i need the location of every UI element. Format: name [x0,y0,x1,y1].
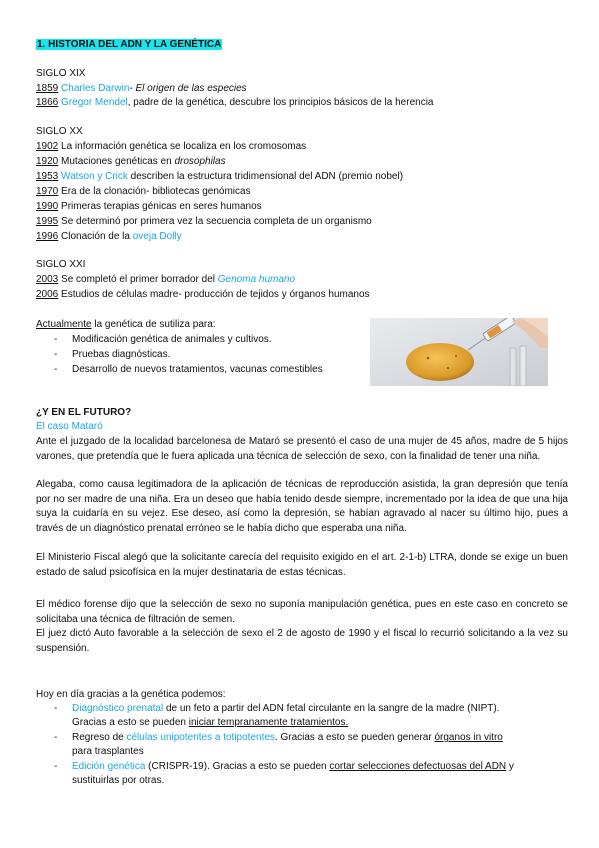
list-item-prenatal: Diagnóstico prenatal de un feto a partir del ADN fetal circulante en la sangre de la madre (NIPT). [72,703,500,714]
timeline-item-1995: 1995 Se determinó por primera vez la secuencia completa de un organismo [36,216,372,227]
list-item-edition: Edición genética (CRISPR-19). Gracias a esto se pueden cortar selecciones defectuosas del ADN y [72,761,514,772]
bullet-dash: - [54,703,58,714]
link-celulas[interactable]: células unipotentes a totipotentes [126,732,275,743]
link-genoma-humano[interactable]: Genoma humano [217,274,296,285]
link-edicion-genetica[interactable]: Edición genética [72,761,146,772]
case-title-link[interactable]: El caso Mataró [36,421,103,432]
paragraph: El médico forense dijo que la selección de sexo no suponía manipulación genética, pues en este caso en concreto se solicitaba una técnica de filtración de semen. [36,599,568,625]
century-21-heading: SIGLO XXI [36,259,86,270]
list-item-cells: Regreso de células unipotentes a totipotentes. Gracias a esto se pueden generar órganos in vitro [72,732,503,743]
timeline-item-2003: 2003 Se completó el primer borrador del Genoma humano [36,274,296,285]
paragraph: Ante el juzgado de la localidad barcelonesa de Mataró se presentó el caso de una mujer de 45 años, madre de 5 hijos varones, que pretendía que le fuera aplicada una técnica de selección de sexo, con la finalidad de tener una niña. [36,436,568,462]
link-charles-darwin[interactable]: Charles Darwin [61,83,130,94]
bullet-dash: - [54,349,58,360]
paragraph: El juez dictó Auto favorable a la selección de sexo el 2 de agosto de 1990 y el fiscal lo recurrió solicitando a la vez su suspensión. [36,628,568,654]
timeline-item-2006: 2006 Estudios de células madre- producción de tejidos y órganos humanos [36,289,370,300]
list-item: Pruebas diagnósticas. [72,349,171,360]
list-item: Desarrollo de nuevos tratamientos, vacunas comestibles [72,364,323,375]
section-title: 1. HISTORIA DEL ADN Y LA GENÉTICA [37,39,222,50]
timeline-item-1902: 1902 La información genética se localiza en los cromosomas [36,141,307,152]
syringe-potato-icon [370,318,548,386]
timeline-item-1990: 1990 Primeras terapias génicas en seres humanos [36,201,262,212]
link-diagnostico-prenatal[interactable]: Diagnóstico prenatal [72,703,164,714]
paragraph: El Ministerio Fiscal alegó que la solicitante carecía del requisito exigido en el art. 2-1-b) LTRA, donde se exige un buen estado de salud psicofísica en la mujer destinataria de estas técnicas. [36,552,568,578]
century-19-heading: SIGLO XIX [36,68,86,79]
link-watson-crick[interactable]: Watson y Crick [61,171,128,182]
timeline-item-1920: 1920 Mutaciones genéticas en drosophilas [36,156,226,167]
today-lead: Hoy en día gracias a la genética podemos: [36,689,226,700]
list-item: Modificación genética de animales y cultivos. [72,334,272,345]
bullet-dash: - [54,732,58,743]
bullet-dash: - [54,761,58,772]
bullet-dash: - [54,364,58,375]
timeline-item-1866: 1866 Gregor Mendel, padre de la genética, descubre los principios básicos de la herencia [36,97,434,108]
bullet-dash: - [54,334,58,345]
timeline-item-1859: 1859 Charles Darwin- El origen de las especies [36,83,247,94]
syringe-potato-photo [370,318,548,386]
century-20-heading: SIGLO XX [36,126,83,137]
paragraph: Alegaba, como causa legitimadora de la aplicación de técnicas de reproducción asistida, la gran depresión que tenía por no ser madre de una niña. Era un deseo que había tenido desde siempre, incrementado por la idea de que una hija suya la cuidaría en su vejez. Ese deseo, así como la depresión, se habían agravado al nacer su último hijo, pues a través de un diagnóstico prenatal erróneo se le había dicho que esperaba una niña. [36,479,568,534]
future-heading: ¿Y EN EL FUTURO? [36,407,132,418]
list-item-cells-cont: para trasplantes [72,746,144,757]
timeline-item-1953: 1953 Watson y Crick describen la estructura tridimensional del ADN (premio nobel) [36,171,404,182]
link-oveja-dolly[interactable]: oveja Dolly [132,231,182,242]
list-item-prenatal-cont: Gracias a esto se pueden iniciar tempranamente tratamientos. [72,717,349,728]
timeline-item-1996: 1996 Clonación de la oveja Dolly [36,231,182,242]
list-item-edition-cont: sustituirlas por otras. [72,775,165,786]
timeline-item-1970: 1970 Era de la clonación- bibliotecas genómicas [36,186,251,197]
current-uses-lead: Actualmente la genética de sutiliza para: [36,319,216,330]
link-gregor-mendel[interactable]: Gregor Mendel [61,97,128,108]
